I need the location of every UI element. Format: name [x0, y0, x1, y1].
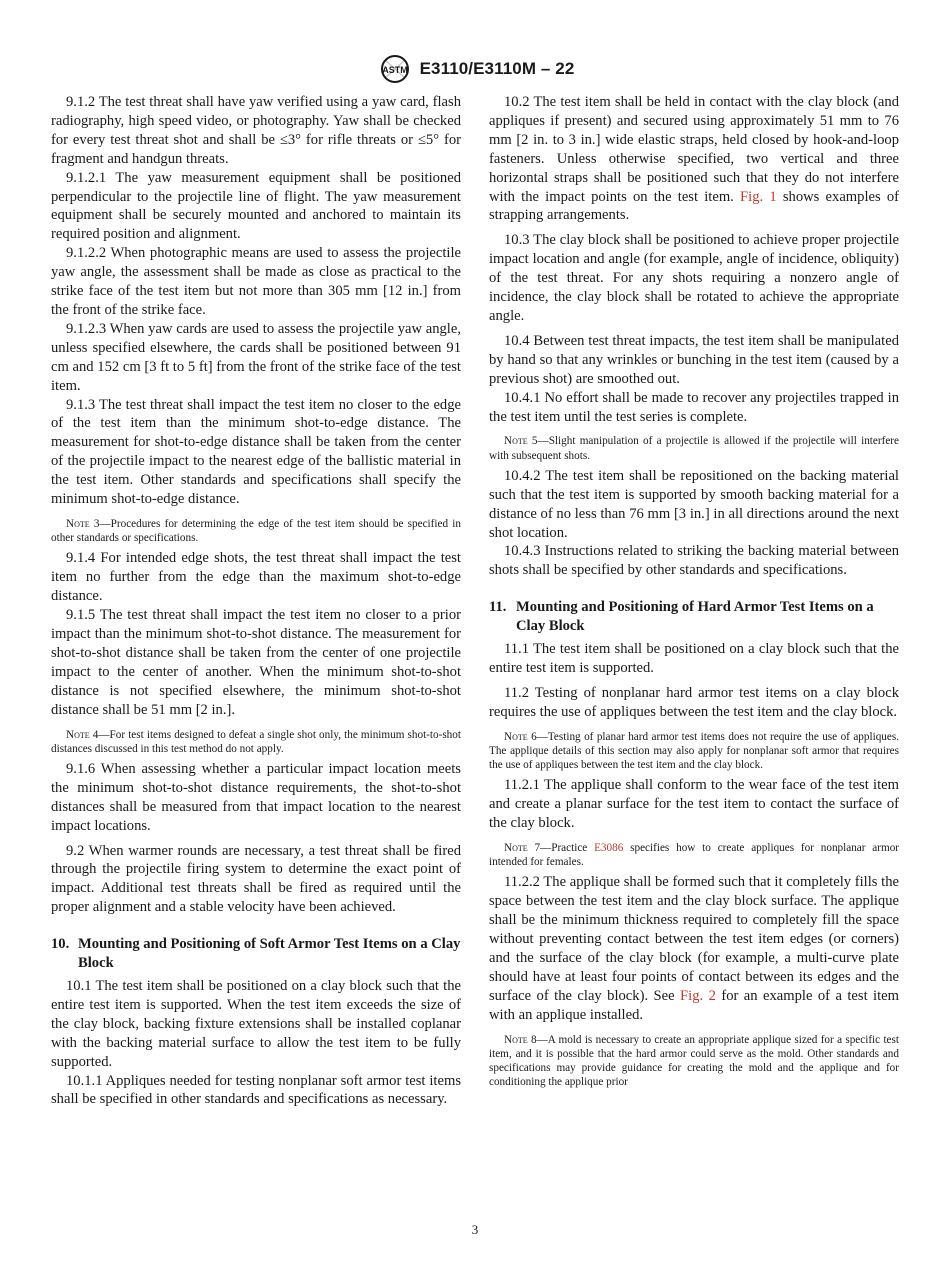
paragraph-10-1: 10.1 The test item shall be positioned on a clay block such that the entire test item is supported. When the test item exceeds the size of the clay block, backing fixture extensions shall be installed coplanar with the backing material surface to allow the test item to be fully supported.: [51, 977, 461, 1070]
note-4-text: —For test items designed to defeat a single shot only, the minimum shot-to-shot distances discussed in this test method do not apply.: [51, 728, 461, 755]
page-header: [0, 54, 950, 84]
paragraph-10-4-1: 10.4.1 No effort shall be made to recover any projectiles trapped in the test item until the test series is complete.: [489, 389, 899, 425]
note-5-label: Note 5: [504, 435, 538, 448]
note-4-label: Note 4: [66, 728, 99, 741]
astm-logo: [376, 54, 414, 84]
paragraph-9-1-2-2: 9.1.2.2 When photographic means are used to assess the projectile yaw angle, the assessment shall be made as close as practical to the strike face of the test item but not more than 305 mm [12 in.] from the front of the strike face.: [51, 245, 461, 318]
paragraph-9-1-2-1: 9.1.2.1 The yaw measurement equipment shall be positioned perpendicular to the projectile line of flight. The yaw measurement equipment shall be securely mounted and anchored to maintain its required position and alignment.: [51, 169, 461, 243]
paragraph-9-2: 9.2 When warmer rounds are necessary, a test threat shall be fired through the projectile firing system to determine the exact point of impact. Additional test threats shall be fired as required until the proper alignment and a stable velocity have been achieved.: [51, 842, 461, 916]
section-10-title: Mounting and Positioning of Soft Armor Test Items on a Clay Block: [78, 936, 461, 972]
note-3-label: Note 3: [66, 517, 100, 530]
note-7-text: —Practice: [540, 842, 588, 855]
note-8: [489, 1033, 899, 1090]
paragraph-11-2-2: [489, 873, 899, 1024]
note-6-label: Note 6: [504, 730, 537, 743]
paragraph-11-2-2-text: 11.2.2 The applique shall be formed such that it completely fills the space between the test item and the clay block surface. The applique shall be the minimum thickness required to completely fill the space without preventing contact between the test item edges (or corners) and the surface of the clay block (for example, a multi-curve plate should have at least four points of contact between its edges and the surface of the clay block). See: [489, 874, 899, 1004]
note-8-label: Note 8: [504, 1033, 537, 1046]
paragraph-9-1-2-3: 9.1.2.3 When yaw cards are used to assess the projectile yaw angle, unless specified elsewhere, the cards shall be positioned between 91 cm and 152 cm [3 ft to 5 ft] from the front of the strike face of the test item.: [51, 320, 461, 394]
paragraph-9-1-4: 9.1.4 For intended edge shots, the test threat shall impact the test item no further from the edge than the maximum shot-to-edge distance.: [51, 550, 461, 605]
note-7: [489, 841, 899, 869]
paragraph-10-4: 10.4 Between test threat impacts, the test item shall be manipulated by hand so that any wrinkles or bunching in the test item (caused by a previous shot) are smoothed out.: [489, 332, 899, 387]
astm-logo-icon: [376, 54, 414, 84]
paragraph-10-1-1: 10.1.1 Appliques needed for testing nonplanar soft armor test items shall be specified in other standards and specifications as necessary.: [51, 1072, 461, 1108]
figure-2-link[interactable]: Fig. 2: [680, 987, 716, 1004]
paragraph-9-1-3: 9.1.3 The test threat shall impact the test item no closer to the edge of the test item than the minimum shot-to-edge distance. The measurement for shot-to-edge distance shall be taken from the center of the projectile impact to the nearest edge of the ballistic material in the test item. Other standards and specifications shall specify the minimum shot-to-edge distance.: [51, 396, 461, 508]
e3086-link[interactable]: E3086: [594, 842, 624, 855]
paragraph-11-1: 11.1 The test item shall be positioned on a clay block such that the entire test item is supported.: [489, 641, 899, 676]
note-5-text: —Slight manipulation of a projectile is allowed if the projectile will interfere with subsequent shots.: [489, 435, 899, 462]
page-number: 3: [471, 1222, 479, 1237]
paragraph-11-2: 11.2 Testing of nonplanar hard armor test items on a clay block requires the use of appliques between the test item and the clay block.: [489, 684, 899, 720]
note-5: [489, 434, 899, 462]
paragraph-11-2-2-tail: for an example of a test item with an applique installed.: [489, 987, 899, 1023]
paragraph-10-4-2: 10.4.2 The test item shall be repositioned on the backing material such that the test item is supported by smooth backing material for a distance of no less than 76 mm [3 in.] in all directions around the next shot location.: [489, 467, 899, 541]
paragraph-10-3: 10.3 The clay block shall be positioned to achieve proper projectile impact location and angle (for example, angle of incidence, obliquity) of the test threat. For any shots requiring a nonzero angle of incidence, the clay block shall be rotated to achieve the appropriate angle.: [489, 232, 899, 324]
section-10-heading: [51, 935, 461, 973]
left-column: [51, 93, 461, 1109]
note-6: [489, 730, 899, 773]
note-6-text: —Testing of planar hard armor test items does not require the use of appliques. The applique details of this section may also apply for nonplanar soft armor that requires the use of appliques between the test item and the clay block.: [489, 730, 899, 772]
paragraph-9-1-2: 9.1.2 The test threat shall have yaw verified using a yaw card, flash radiography, high speed video, or photography. Yaw shall be checked for every test threat shot and shall be ≤3° for rifle threats or ≤5° for fragment and handgun threats.: [51, 94, 461, 167]
document-id: E3110/E3110M – 22: [419, 59, 575, 78]
note-4: [51, 728, 461, 756]
section-11-number: 11.: [489, 599, 507, 616]
section-11-heading: [489, 598, 899, 636]
note-8-text: —A mold is necessary to create an appropriate applique sized for a specific test item, and it is possible that the hard armor could serve as the mold. Other standards and specifications may provide guidance for creating the mold and the applique and for conditioning the applique prior: [489, 1033, 899, 1089]
right-column: [489, 93, 899, 1093]
paragraph-10-2-tail: shows examples of strapping arrangements.: [489, 188, 900, 224]
paragraph-10-4-3: 10.4.3 Instructions related to striking the backing material between shots shall be specified by other standards and specifications.: [489, 543, 899, 579]
paragraph-10-2: [489, 93, 899, 225]
paragraph-9-1-5: 9.1.5 The test threat shall impact the test item no closer to a prior impact than the minimum shot-to-shot distance. The measurement for shot-to-shot distance shall be taken from the center of one projectile impact to the center of another. When the minimum shot-to-shot distance is not specified elsewhere, the minimum shot-to-shot distance shall be 51 mm [2 in.].: [51, 607, 461, 718]
paragraph-9-1-6: 9.1.6 When assessing whether a particular impact location meets the minimum shot-to-shot distance requirements, the shot-to-shot distances shall be measured from that impact location to the nearest impact locations.: [51, 760, 461, 834]
note-7-tail: specifies how to create appliques for nonplanar armor intended for females.: [489, 842, 900, 869]
note-7-label: Note 7: [504, 842, 541, 855]
figure-1-link[interactable]: Fig. 1: [740, 188, 777, 205]
note-3: [51, 517, 461, 545]
section-11-title: Mounting and Positioning of Hard Armor Test Items on a Clay Block: [516, 599, 874, 635]
note-3-text: —Procedures for determining the edge of the test item should be specified in other standards or specifications.: [51, 517, 461, 545]
svg-text:ASTM: ASTM: [381, 65, 408, 75]
paragraph-11-2-1: 11.2.1 The applique shall conform to the wear face of the test item and create a planar surface for the test item to contact the surface of the clay block.: [489, 777, 899, 832]
paragraph-10-2-text: 10.2 The test item shall be held in contact with the clay block (and appliques if present) and secured using approximately 51 mm to 76 mm [2 in. to 3 in.] wide elastic straps, held closed by hook-and-loop fasteners. Unless otherwise specified, two vertical and three horizontal straps shall be positioned such that they do not interfere with the impact points on the test item.: [489, 94, 899, 205]
section-10-number: 10.: [51, 936, 70, 953]
